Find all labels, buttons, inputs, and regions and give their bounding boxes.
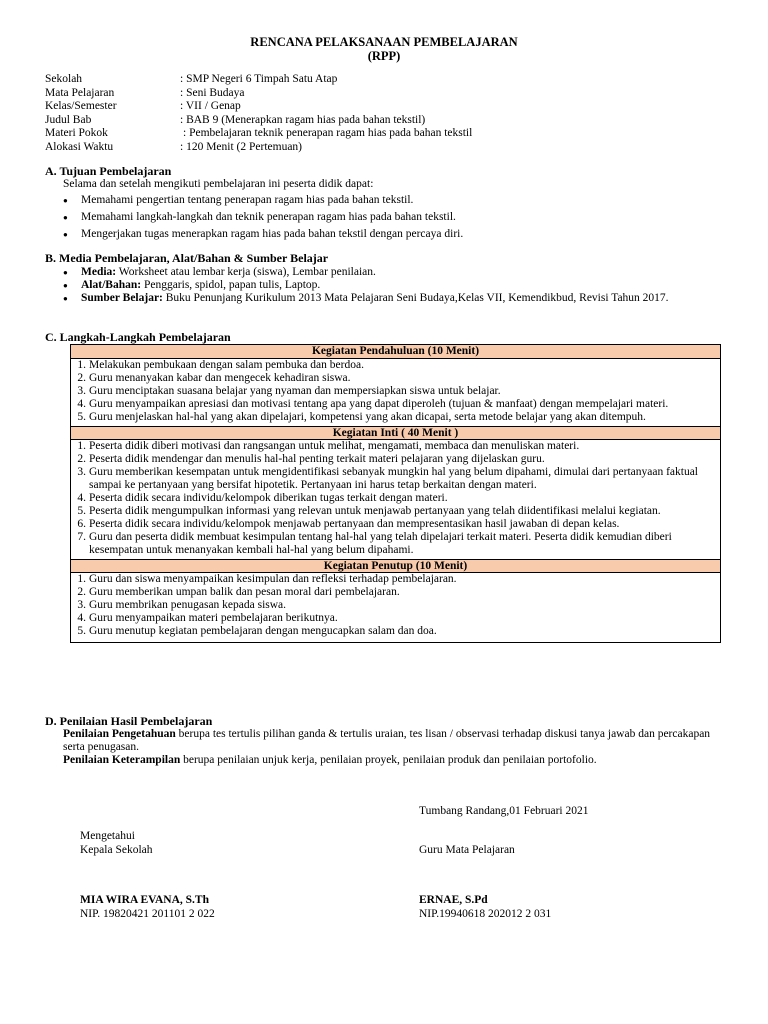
table-header-pendahuluan: Kegiatan Pendahuluan (10 Menit) (71, 345, 720, 359)
list-item-sumber-belajar: ● Sumber Belajar: Buku Penunjang Kurikulum 2013 Mata Pelajaran Seni Budaya,Kelas VII, Kemendikbud, Revisi Tahun 2017. (63, 292, 725, 305)
table-row: 5. Peserta didik mengumpulkan informasi yang relevan untuk menjawab pertanyaan yang telah diidentifikasi melalui kegiatan. (77, 505, 661, 517)
list-item: ● Mengerjakan tugas menerapkan ragam hias pada bahan tekstil dengan percaya diri. (63, 228, 725, 241)
table-row: 5. Guru menutup kegiatan pembelajaran dengan mengucapkan salam dan doa. (77, 625, 437, 637)
title-line-2: (RPP) (367, 49, 401, 63)
section-tujuan (45, 165, 725, 241)
table-row: 4. Guru menyampaikan apresiasi dan motivasi tentang apa yang dapat diperoleh (tujuan & manfaat) dengan mempelajari materi. (77, 398, 669, 410)
table-row: 3. Guru menciptakan suasana belajar yang nyaman dan mempersiapkan siswa untuk belajar. (77, 385, 501, 397)
section-b-list (45, 266, 725, 305)
activities-table (70, 344, 721, 643)
info-row-kelas: Kelas/Semester : VII / Genap (45, 100, 241, 112)
list-item-alat-bahan: ● Alat/Bahan: Penggaris, spidol, papan tulis, Laptop. (63, 279, 725, 292)
table-header-penutup: Kegiatan Penutup (10 Menit) (71, 559, 720, 573)
title-line-1: RENCANA PELAKSANAAN PEMBELAJARAN (250, 35, 518, 49)
section-penilaian (45, 715, 725, 767)
section-langkah (45, 331, 725, 344)
table-row: 5. Guru menjelaskan hal-hal yang akan dipelajari, kompetensi yang akan dicapai, serta metode belajar yang akan ditempuh. (77, 411, 646, 423)
section-c-title: C. Langkah-Langkah Pembelajaran (45, 330, 231, 344)
list-item: ● Memahami pengertian tentang penerapan ragam hias pada bahan tekstil. (63, 194, 725, 207)
section-b-title: B. Media Pembelajaran, Alat/Bahan & Sumber Belajar (45, 251, 329, 265)
table-row: 1. Melakukan pembukaan dengan salam pembuka dan berdoa. (77, 359, 364, 371)
table-body-inti (71, 440, 720, 559)
table-row: 1. Guru dan siswa menyampaikan kesimpulan dan refleksi terhadap pembelajaran. (77, 573, 457, 585)
table-row: 6. Peserta didik secara individu/kelompok menjawab pertanyaan dan mempresentasikan hasil jawaban di depan kelas. (77, 518, 620, 530)
table-row: 2. Guru menanyakan kabar dan mengecek kehadiran siswa. (77, 372, 351, 384)
table-row: 7. Guru dan peserta didik membuat kesimpulan tentang hal-hal yang telah dipelajari terkait materi. Peserta didik kemudian diberi kesempatan untuk menanyakan kembali hal-hal yang belum dipahami. (77, 531, 672, 556)
info-row-judul-bab: Judul Bab : BAB 9 (Menerapkan ragam hias pada bahan tekstil) (45, 113, 426, 126)
section-d-title: D. Penilaian Hasil Pembelajaran (45, 714, 213, 728)
section-a-intro: Selama dan setelah mengikuti pembelajaran ini peserta didik dapat: (63, 178, 374, 190)
guru-label: Guru Mata Pelajaran (419, 844, 515, 856)
penilaian-pengetahuan: Penilaian Pengetahuan berupa tes tertulis pilihan ganda & tertulis uraian, tes lisan / observasi terhadap diskusi tanya jawab dan percakapan serta penugasan. (63, 728, 711, 753)
section-a-list (45, 194, 725, 241)
list-item-media: ● Media: Worksheet atau lembar kerja (siswa), Lembar penilaian. (63, 266, 725, 279)
info-row-sekolah: Sekolah : SMP Negeri 6 Timpah Satu Atap (45, 73, 338, 85)
info-row-mata-pelajaran: Mata Pelajaran : Seni Budaya (45, 86, 245, 99)
guru-nip: NIP.19940618 202012 2 031 (419, 908, 552, 920)
kepala-sekolah-label: Kepala Sekolah (80, 844, 153, 856)
table-row: 4. Guru menyampaikan materi pembelajaran berikutnya. (77, 612, 338, 624)
penilaian-keterampilan: Penilaian Keterampilan berupa penilaian unjuk kerja, penilaian proyek, penilaian produk dan penilaian portofolio. (63, 754, 597, 766)
place-date: Tumbang Randang,01 Februari 2021 (419, 805, 589, 817)
document-title (0, 35, 768, 63)
table-row: 3. Guru membrikan penugasan kepada siswa. (77, 599, 287, 611)
section-media (45, 252, 725, 305)
table-row: 2. Guru memberikan umpan balik dan pesan moral dari pembelajaran. (77, 586, 400, 598)
section-a-title: A. Tujuan Pembelajaran (45, 164, 172, 178)
kepala-sekolah-nip: NIP. 19820421 201101 2 022 (80, 908, 215, 920)
table-body-pendahuluan (71, 359, 720, 426)
table-body-penutup (71, 573, 720, 642)
list-item: ● Memahami langkah-langkah dan teknik penerapan ragam hias pada bahan tekstil. (63, 211, 725, 224)
table-row: 1. Peserta didik diberi motivasi dan rangsangan untuk melihat, mengamati, membaca dan menuliskan materi. (77, 440, 580, 452)
mengetahui-label: Mengetahui (80, 830, 135, 842)
identity-block (45, 73, 735, 154)
table-row: 3. Guru memberikan kesempatan untuk mengidentifikasi sebanyak mungkin hal yang belum dipahami, dimulai dari pertanyaan faktual sampai ke pertanyaan yang bersifat hipotetik. Pertanyaan ini harus tetap berkaitan dengan materi. (77, 466, 699, 491)
guru-name: ERNAE, S.Pd (419, 894, 488, 906)
info-row-materi-pokok: Materi Pokok : Pembelajaran teknik penerapan ragam hias pada bahan tekstil (45, 127, 473, 139)
table-row: 2. Peserta didik mendengar dan menulis hal-hal penting terkait materi pelajaran yang dijelaskan guru. (77, 453, 545, 465)
table-header-inti: Kegiatan Inti ( 40 Menit ) (71, 426, 720, 440)
info-row-alokasi-waktu: Alokasi Waktu : 120 Menit (2 Pertemuan) (45, 140, 303, 153)
kepala-sekolah-name: MIA WIRA EVANA, S.Th (80, 894, 209, 906)
table-row: 4. Peserta didik secara individu/kelompok diberikan tugas terkait dengan materi. (77, 492, 448, 504)
